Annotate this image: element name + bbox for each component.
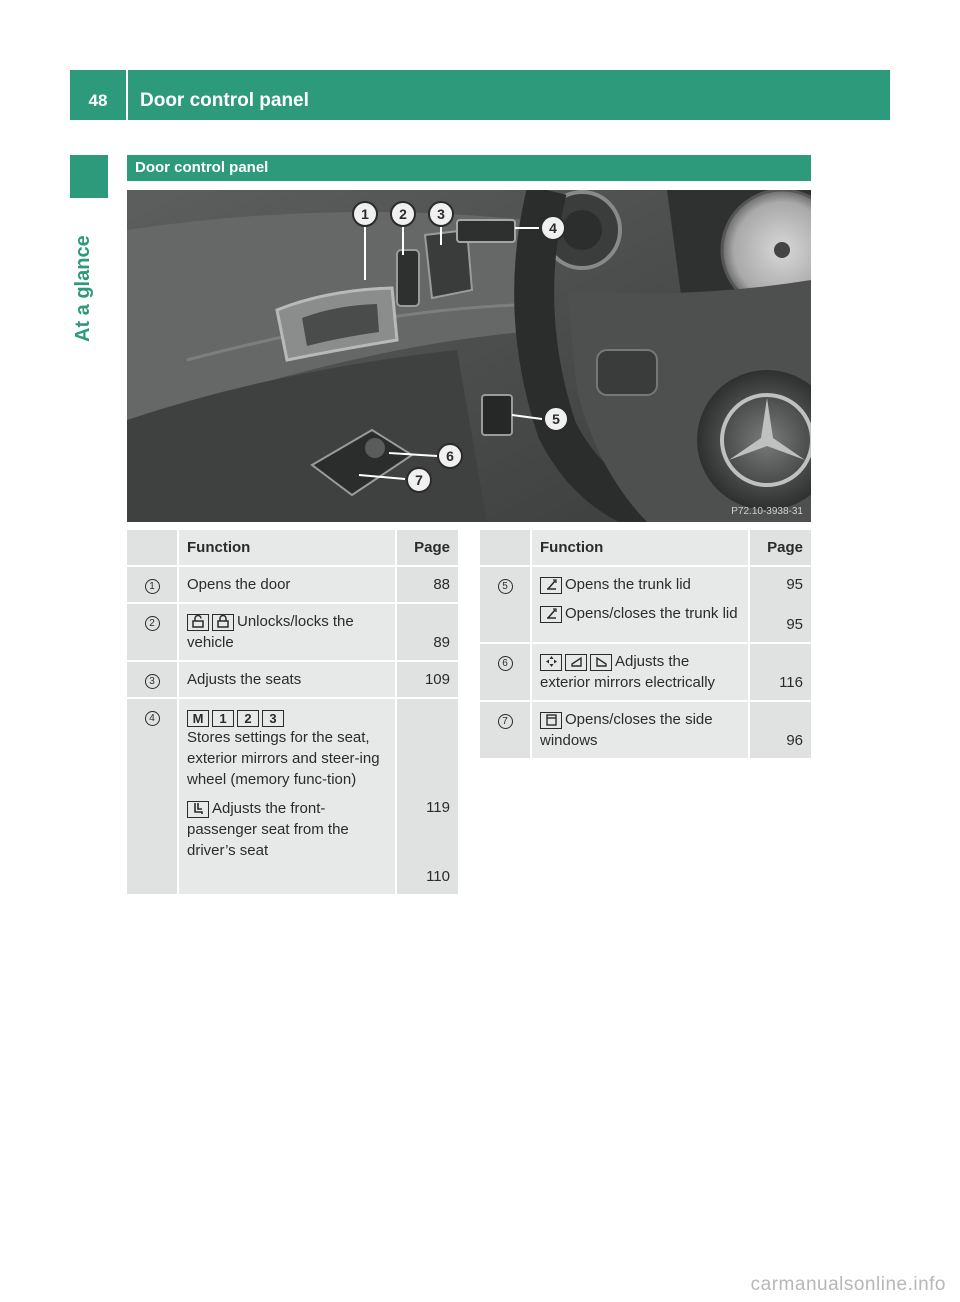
table-header-num: [480, 530, 531, 566]
memory-button-3: 3: [262, 710, 284, 727]
table-header-function: Function: [178, 530, 396, 566]
mirror-adjust-icon: [540, 654, 562, 671]
function-table-right: [480, 530, 811, 760]
page-number: 48: [88, 91, 108, 110]
figure-callout: [438, 444, 462, 468]
page-ref: 96: [786, 732, 803, 749]
callout-7: 7: [415, 472, 423, 488]
row-number: 1: [145, 579, 160, 594]
page-header: [70, 70, 890, 120]
callout-4: 4: [549, 220, 557, 236]
header-divider: [126, 70, 128, 120]
function-text: Unlocks/locks the vehicle: [187, 613, 354, 651]
figure-code: P72.10-3938-31: [731, 506, 803, 517]
callout-2: 2: [399, 206, 407, 222]
page-ref: 95: [786, 576, 803, 593]
page-ref: 89: [433, 634, 450, 651]
table-row: [127, 698, 458, 895]
door-panel-photo: [127, 190, 811, 522]
side-tab: [70, 155, 108, 198]
callout-3: 3: [437, 206, 445, 222]
page-ref: 110: [426, 868, 450, 885]
function-text: Opens the trunk lid: [565, 576, 691, 593]
trunk-icon: [540, 577, 562, 594]
mirror-right-icon: [565, 654, 587, 671]
page-ref: 88: [433, 576, 450, 593]
table-row: [480, 701, 811, 759]
header-title: Door control panel: [140, 90, 309, 111]
table-header-num: [127, 530, 178, 566]
mirror-left-icon: [590, 654, 612, 671]
page-ref: 95: [786, 616, 803, 633]
table-header-page: Page: [749, 530, 811, 566]
figure-callout: [407, 468, 431, 492]
memory-button-2: 2: [237, 710, 259, 727]
unlock-icon: [187, 614, 209, 631]
table-row: [480, 566, 811, 643]
table-row: [127, 566, 458, 603]
table-header-page: Page: [396, 530, 458, 566]
function-text: Adjusts the exterior mirrors electrically: [540, 653, 716, 691]
callout-5: 5: [552, 411, 560, 427]
page-ref: 116: [779, 674, 803, 691]
row-number: 3: [145, 674, 160, 689]
trunk-icon: [540, 606, 562, 623]
function-text: Opens/closes the trunk lid: [565, 605, 738, 622]
page-ref: 119: [426, 799, 450, 816]
callout-1: 1: [361, 206, 369, 222]
function-text: Adjusts the front-passenger seat from the driver’s seat: [187, 800, 349, 859]
table-row: [127, 603, 458, 661]
row-number: 6: [498, 656, 513, 671]
function-text: Opens/closes the side windows: [540, 711, 713, 749]
figure-callout: [544, 407, 568, 431]
function-text: Stores settings for the seat, exterior mirrors and steer-ing wheel (memory func-tion): [187, 729, 380, 788]
row-number: 2: [145, 616, 160, 631]
memory-button-m: M: [187, 710, 209, 727]
figure-callout: [391, 202, 415, 226]
window-icon: [540, 712, 562, 729]
function-table-left: [127, 530, 458, 896]
table-header-function: Function: [531, 530, 749, 566]
row-number: 5: [498, 579, 513, 594]
function-text: Adjusts the seats: [187, 671, 302, 688]
passenger-seat-icon: [187, 801, 209, 818]
callout-6: 6: [446, 448, 454, 464]
lock-icon: [212, 614, 234, 631]
figure-callout: [353, 202, 377, 226]
figure-callout: [429, 202, 453, 226]
page-ref: 109: [424, 671, 450, 688]
function-text: Opens the door: [187, 576, 291, 593]
table-row: [127, 661, 458, 698]
memory-button-1: 1: [212, 710, 234, 727]
figure-callout: [541, 216, 565, 240]
side-tab-label: At a glance: [72, 235, 94, 342]
row-number: 7: [498, 714, 513, 729]
table-row: [480, 643, 811, 701]
row-number: 4: [145, 711, 160, 726]
watermark: carmanualsonline.info: [750, 1274, 946, 1295]
section-title: Door control panel: [127, 155, 811, 181]
